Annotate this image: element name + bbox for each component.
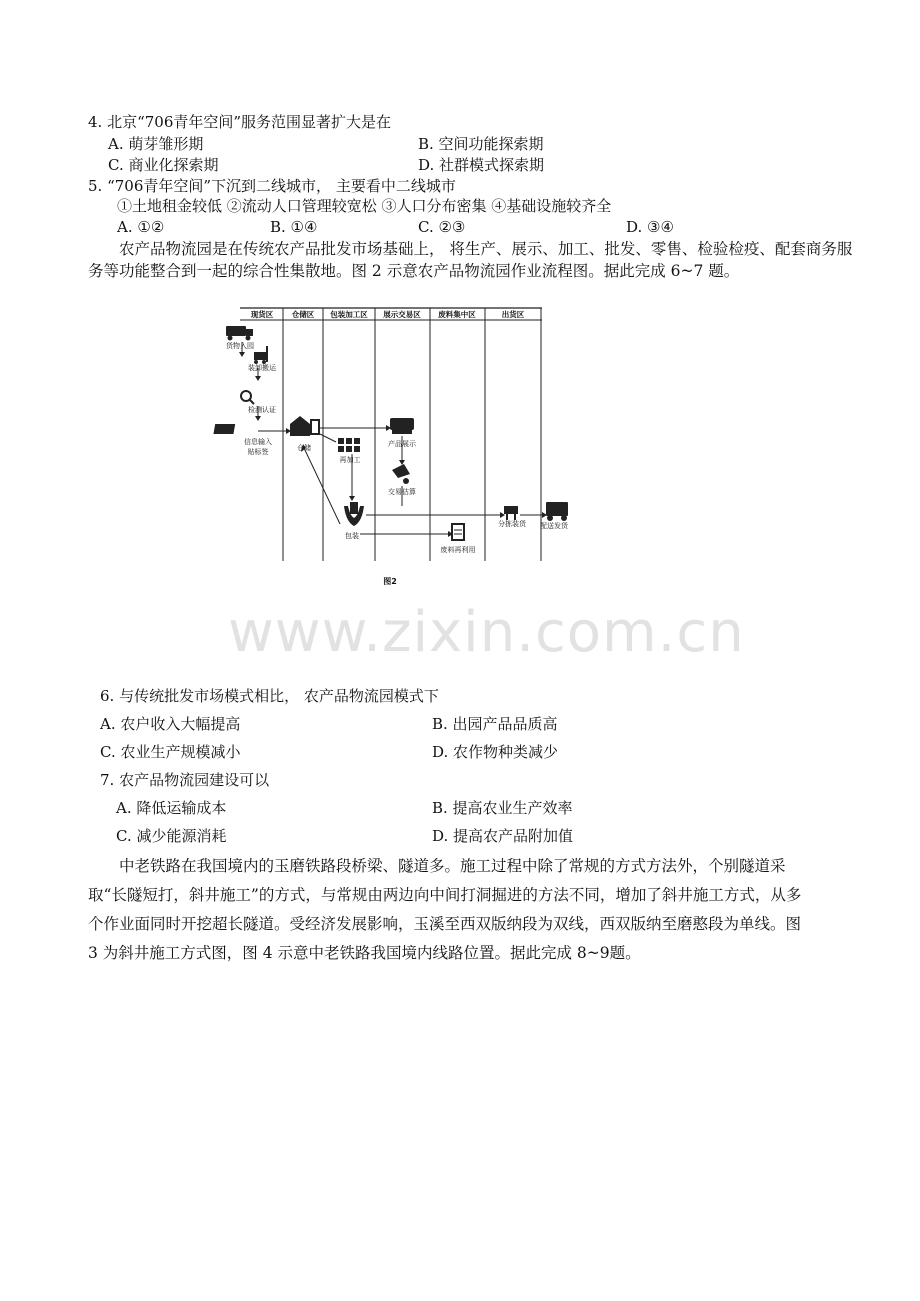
q4-option-c: C. 商业化探索期 <box>108 156 219 174</box>
label-reprocess: 再加工 <box>339 456 361 464</box>
label-info-tag: 贴标签 <box>247 448 269 456</box>
q6-option-c: C. 农业生产规模减小 <box>100 743 241 761</box>
trade-icon <box>392 464 410 484</box>
label-unload: 装卸搬运 <box>248 364 276 372</box>
figure-caption: 图2 <box>383 577 397 586</box>
label-package: 包装 <box>345 532 359 540</box>
q7-stem: 7. 农产品物流园建设可以 <box>100 771 270 789</box>
q6-option-a: A. 农户收入大幅提高 <box>100 715 241 733</box>
display-stand-icon <box>390 418 414 434</box>
warehouse-icon <box>290 416 319 436</box>
truck-icon <box>226 326 253 341</box>
label-storage: 仓储 <box>297 444 311 452</box>
q6-stem: 6. 与传统批发市场模式相比， 农产品物流园模式下 <box>100 687 439 705</box>
col-header-spot: 现货区 <box>250 310 274 319</box>
q7-option-c: C. 减少能源消耗 <box>116 827 227 845</box>
label-sort: 分拣装货 <box>498 520 526 528</box>
inspection-icon <box>241 391 254 404</box>
q6-option-d: D. 农作物种类减少 <box>432 743 559 761</box>
label-trade: 交易估算 <box>388 488 416 496</box>
label-display: 产品展示 <box>388 440 416 448</box>
sorting-icon <box>504 506 518 520</box>
label-inspect: 检测认证 <box>248 406 276 414</box>
q4-option-a: A. 萌芽雏形期 <box>108 135 204 153</box>
figure-2-flowchart <box>226 306 550 591</box>
q7-option-a: A. 降低运输成本 <box>116 799 227 817</box>
delivery-truck-icon <box>546 502 568 521</box>
q5-option-a: A. ①② <box>117 218 165 236</box>
q4-stem: 4. 北京“706青年空间”服务范围显著扩大是在 <box>88 113 392 131</box>
label-waste: 废料再利用 <box>440 546 476 554</box>
col-header-shipping: 出货区 <box>501 310 525 319</box>
label-goods-in: 货物入园 <box>226 342 254 350</box>
boxes-icon <box>338 438 360 452</box>
label-ship: 配送发货 <box>540 522 568 530</box>
q6-option-b: B. 出园产品品质高 <box>432 715 558 733</box>
q5-option-d: D. ③④ <box>626 218 674 236</box>
intro-paragraph-logistics: 农产品物流园是在传统农产品批发市场基础上， 将生产、展示、加工、批发、零售、检验检疫、配套商务服务等功能整合到一起的综合性集散地。图 2 示意农产品物流园作业流程图。据此完成 6~7 题。 <box>88 240 853 280</box>
q7-option-b: B. 提高农业生产效率 <box>432 799 573 817</box>
col-header-waste: 废料集中区 <box>438 310 476 319</box>
q5-option-c: C. ②③ <box>418 218 466 236</box>
intro-paragraph-railway: 中老铁路在我国境内的玉磨铁路段桥梁、隧道多。施工过程中除了常规的方式方法外，个别隧道采取“长隧短打，斜井施工”的方式，与常规由两边向中间打洞掘进的方法不同，增加了斜井施工方式，从多个作业面同时开挖超长隧道。受经济发展影响，玉溪至西双版纳段为双线，西双版纳至磨憨段为单线。图 3 为斜井施工方式图，图 4 示意中老铁路我国境内线路位置。据此完成 8~9题。 <box>88 857 802 962</box>
forklift-icon <box>254 346 268 364</box>
q4-option-d: D. 社群模式探索期 <box>418 156 545 174</box>
watermark: www.zixin.com.cn <box>228 600 745 665</box>
packaging-icon <box>344 502 364 526</box>
q5-stem: 5. “706青年空间”下沉到二线城市， 主要看中二线城市 <box>88 177 456 195</box>
info-label-icon <box>213 424 235 434</box>
q5-items: ①土地租金较低 ②流动人口管理较宽松 ③人口分布密集 ④基础设施较齐全 <box>117 197 612 215</box>
q7-option-d: D. 提高农产品附加值 <box>432 827 574 845</box>
col-header-packaging: 包装加工区 <box>330 310 368 319</box>
label-info-input: 信息输入 <box>244 438 272 446</box>
q4-option-b: B. 空间功能探索期 <box>418 135 544 153</box>
col-header-display: 展示交易区 <box>383 310 421 319</box>
col-header-storage: 仓储区 <box>291 310 315 319</box>
q5-option-b: B. ①④ <box>270 218 318 236</box>
recycle-icon <box>452 524 464 540</box>
